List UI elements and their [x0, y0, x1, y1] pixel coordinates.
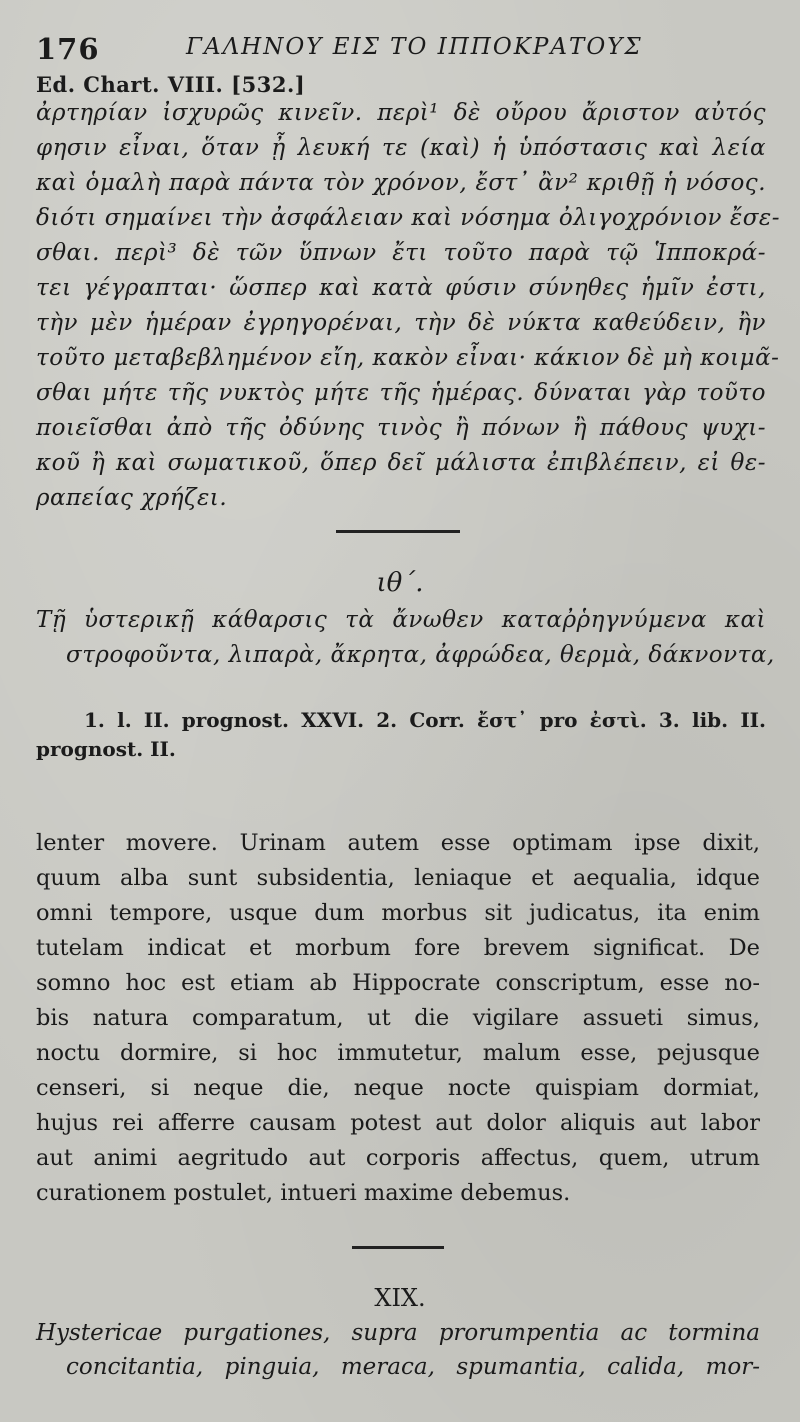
latin-line: tutelam indicat et morbum fore brevem significat. De	[36, 935, 760, 961]
greek-line: διότι σημαίνει τὴν ἀσφάλειαν καὶ νόσημα ὀλιγοχρόνιον ἔσε-	[36, 205, 781, 231]
greek-line: κοῦ ἢ καὶ σωματικοῦ, ὅπερ δεῖ μάλιστα ἐπιβλέπειν, εἰ θε-	[36, 450, 766, 476]
greek-line: ἀρτηρίαν ἰσχυρῶς κινεῖν. περὶ¹ δὲ οὔρου ἄριστον αὐτός	[36, 100, 766, 126]
running-title: ΓΑΛΗΝΟΥ ΕΙΣ ΤΟ ΙΠΠΟΚΡΑΤΟΥΣ	[186, 34, 643, 60]
greek-line: φησιν εἶναι, ὅταν ᾖ λευκή τε (καὶ) ἡ ὑπόστασις καὶ λεία	[36, 135, 766, 161]
section-divider	[336, 530, 460, 533]
greek-line: τει γέγραπται· ὥσπερ καὶ κατὰ φύσιν σύνηθες ἡμῖν ἐστι,	[36, 275, 766, 301]
latin-line: somno hoc est etiam ab Hippocrate conscriptum, esse no-	[36, 970, 760, 996]
latin-line: hujus rei afferre causam potest aut dolor aliquis aut labor	[36, 1110, 760, 1136]
latin-line: omni tempore, usque dum morbus sit judicatus, ita enim	[36, 900, 760, 926]
latin-section-heading: Hystericae purgationes, supra prorumpentia ac tormina	[36, 1320, 760, 1346]
latin-line: quum alba sunt subsidentia, leniaque et aequalia, idque	[36, 865, 760, 891]
footnote-line: 1. l. II. prognost. XXVI. 2. Corr. ἔστ᾽ pro ἐστὶ. 3. lib. II.	[84, 708, 766, 732]
section-divider	[352, 1246, 444, 1249]
greek-line: ραπείας χρήζει.	[36, 485, 228, 511]
greek-line: σθαι. περὶ³ δὲ τῶν ὕπνων ἔτι τοῦτο παρὰ τῷ Ἱπποκρά-	[36, 240, 766, 266]
latin-line: aut animi aegritudo aut corporis affectus, quem, utrum	[36, 1145, 760, 1171]
latin-line: curationem postulet, intueri maxime debemus.	[36, 1180, 571, 1206]
greek-line: καὶ ὁμαλὴ παρὰ πάντα τὸν χρόνον, ἔστ᾽ ἂν² κριθῇ ἡ νόσος.	[36, 170, 766, 196]
greek-section-number: ιθ΄.	[376, 568, 424, 598]
greek-section-heading: στροφοῦντα, λιπαρὰ, ἄκρητα, ἀφρώδεα, θερμὰ, δάκνοντα,	[66, 642, 775, 668]
footnote-line: prognost. II.	[36, 737, 176, 761]
greek-section-heading: Τῇ ὑστερικῇ κάθαρσις τὰ ἄνωθεν καταῤῥηγνύμενα καὶ	[36, 607, 766, 633]
latin-section-number: XIX.	[374, 1284, 426, 1312]
latin-section-heading: concitantia, pinguia, meraca, spumantia, calida, mor-	[66, 1354, 760, 1380]
page-number: 176	[36, 32, 100, 66]
greek-line: τὴν μὲν ἡμέραν ἐγρηγορέναι, τὴν δὲ νύκτα καθεύδειν, ἢν	[36, 310, 766, 336]
latin-line: bis natura comparatum, ut die vigilare assueti simus,	[36, 1005, 760, 1031]
running-header	[36, 32, 762, 68]
latin-line: censeri, si neque die, neque nocte quispiam dormiat,	[36, 1075, 760, 1101]
greek-line: ποιεῖσθαι ἀπὸ τῆς ὀδύνης τινὸς ἢ πόνων ἢ πάθους ψυχι-	[36, 415, 766, 441]
latin-line: lenter movere. Urinam autem esse optimam ipse dixit,	[36, 830, 760, 856]
greek-line: σθαι μήτε τῆς νυκτὸς μήτε τῆς ἡμέρας. δύναται γὰρ τοῦτο	[36, 380, 766, 406]
greek-line: τοῦτο μεταβεβλημένον εἴη, κακὸν εἶναι· κάκιον δὲ μὴ κοιμᾶ-	[36, 345, 780, 371]
latin-line: noctu dormire, si hoc immutetur, malum esse, pejusque	[36, 1040, 760, 1066]
edition-reference: Ed. Chart. VIII. [532.]	[36, 72, 306, 97]
